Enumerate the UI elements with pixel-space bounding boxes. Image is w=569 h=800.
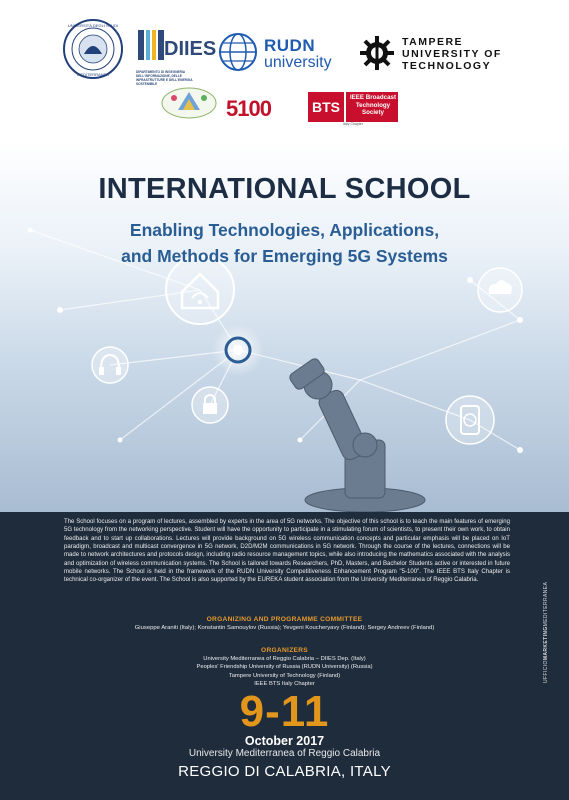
bts-chapter: Italy Chapter [343, 122, 363, 126]
organizer-item: Tampere University of Technology (Finland) [228, 672, 341, 679]
info-panel [0, 512, 569, 800]
logo-band [0, 0, 569, 140]
tampere-line-2: UNIVERSITY OF [402, 48, 502, 60]
program-5-100-text: 5100 [226, 96, 271, 121]
side-credit-part-1: UFFICIO [543, 660, 549, 683]
organizer-item: University Mediterranea of Reggio Calabria – DIIES Dep. (Italy) [203, 656, 366, 662]
event-month-year: October 2017 [244, 734, 325, 748]
page-title: INTERNATIONAL SCHOOL [98, 173, 471, 205]
bts-name: IEEE Broadcast Technology Society [349, 94, 397, 116]
dies-wordmark: DIIES [164, 38, 217, 60]
committee-members: Giuseppe Araniti (Italy); Konstantin Samouylov (Russia); Yevgeni Koucheryavy (Finland); Sergey Andreev (Finland) [134, 625, 435, 631]
dies-caption: DIPARTIMENTO DI INGEGNERIA DELL'INFORMAZIONE, DELLE INFRASTRUTTURE E DELL'ENERGIA SOSTENIBILE [136, 70, 193, 86]
school-description: The School focuses on a program of lectures, assembled by experts in the area of 5G networks. The objective of this school is to teach the main features of emerging 5G technology from the networking perspective. Student will have the opportunity to participate in a stimulating forum of scientists, to present their own work, to obtain feedback and to start up collaborations. Lectures will provide background on 5G wireless communication concepts and particular emphasis will be placed on IoT paradigm, broadcast and multicast convergence in 5G network, D2D/M2M communications in 5G network. Through the course of the lectures, connections will be made to network architectures and protocols design, including radio resource management topics, while also introducing the mathematics associated with the analysis and optimization of wireless communication systems. The School is tailored towards Researchers, PhD, Masters, and Bachelor Students active or interested in future mobile networks. The School is held in the framework of the RUDN University Competitiveness Enhancement Program "5-100". The IEEE BTS Italy Chapter is technical co-organizer of the event. The School is also supported by the EUREKA student association from the University Mediterranea of Reggio Calabria. [64, 519, 510, 584]
rudn-globe-icon [218, 32, 258, 72]
subtitle [0, 217, 569, 269]
organizers-list [0, 655, 569, 689]
dies-department-logo [136, 26, 217, 86]
svg-text:UNIVERSITÀ DEGLI STUDI: UNIVERSITÀ DEGLI STUDI [67, 23, 119, 28]
tampere-university-logo [360, 36, 510, 72]
svg-text:MEDITERRANEA: MEDITERRANEA [77, 72, 109, 77]
event-venue: University Mediterranea of Reggio Calabria [188, 748, 381, 759]
event-days: 9-11 [239, 687, 330, 736]
rudn-name: RUDN [264, 36, 316, 55]
event-city: REGGIO DI CALABRIA, ITALY [178, 763, 391, 780]
tampere-wordmark [402, 36, 502, 72]
university-mediterranea-seal-logo [62, 18, 124, 80]
bts-mark: BTS [308, 92, 344, 122]
gear-icon [360, 36, 394, 70]
committee-heading: ORGANIZING AND PROGRAMME COMMITTEE [206, 616, 363, 623]
ieee-bts-logo [308, 90, 398, 130]
organizers-heading: ORGANIZERS [261, 647, 308, 654]
side-credit-part-3: MEDITERRANEA [543, 581, 549, 627]
rudn-university-logo [218, 32, 348, 72]
side-credit [543, 582, 549, 683]
side-credit-part-2: MARKETING [543, 626, 549, 661]
program-5-100-logo [226, 96, 296, 124]
eureka-association-logo [160, 86, 218, 132]
robot-arm-illustration [288, 357, 425, 512]
tampere-line-1: TAMPERE [402, 36, 464, 48]
rudn-subname: university [264, 54, 332, 71]
organizer-item: Peoples' Friendship University of Russia (RUDN University) (Russia) [196, 664, 373, 671]
tampere-line-3: TECHNOLOGY [402, 60, 492, 72]
subtitle-line-2: and Methods for Emerging 5G Systems [121, 246, 448, 266]
organizer-item: IEEE BTS Italy Chapter [254, 681, 315, 688]
subtitle-line-1: Enabling Technologies, Applications, [129, 220, 440, 240]
